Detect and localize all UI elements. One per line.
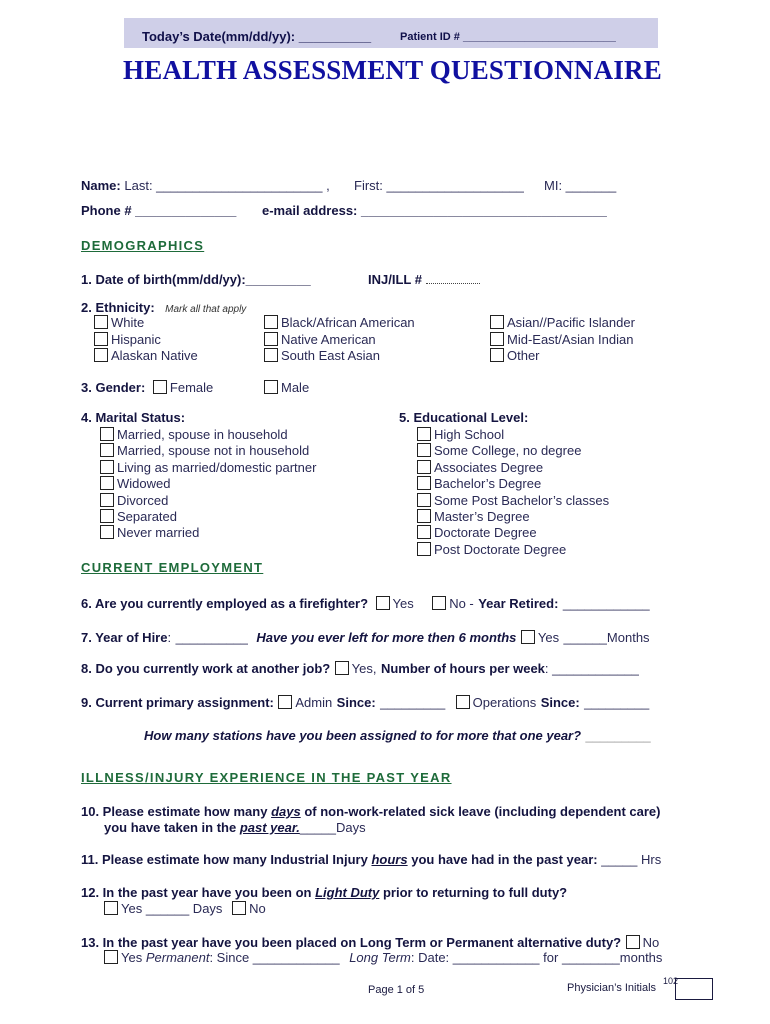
option-label: Mid-East/Asian Indian xyxy=(507,331,634,347)
q9-admin-label: Admin xyxy=(295,695,333,710)
q12-text: 12. In the past year have you been on xyxy=(81,885,312,900)
q6-row xyxy=(81,595,650,613)
q9-since-label: Since: xyxy=(336,695,376,710)
education-option[interactable] xyxy=(417,525,609,541)
q6-yes-checkbox[interactable] xyxy=(376,596,390,610)
q13-since-field[interactable]: : Since ____________ xyxy=(209,950,340,965)
q13-no-checkbox[interactable] xyxy=(626,935,640,949)
option-label: Hispanic xyxy=(111,331,161,347)
inj-ill-label: INJ/ILL # xyxy=(368,272,422,287)
q12-options xyxy=(104,901,266,916)
q10-text-3: you have taken in the xyxy=(104,820,237,835)
option-label: Some Post Bachelor’s classes xyxy=(434,492,610,508)
checkbox[interactable] xyxy=(490,332,504,346)
education-options xyxy=(417,427,609,558)
q8-hours-field[interactable]: : ____________ xyxy=(544,661,639,676)
q12-light-duty-emphasis: Light Duty xyxy=(315,885,380,900)
stations-row xyxy=(144,727,651,745)
marital-option[interactable] xyxy=(100,476,316,492)
option-label: High School xyxy=(434,427,505,442)
q12-no-checkbox[interactable] xyxy=(232,901,246,915)
q13-text: 13. In the past year have you been placed on Long Term or Permanent alternative duty? xyxy=(81,935,622,950)
q11-text-2: you have had in the past year: xyxy=(411,852,598,867)
section-illness-injury: ILLNESS/INJURY EXPERIENCE IN THE PAST YEAR xyxy=(81,770,452,785)
checkbox[interactable] xyxy=(94,332,108,346)
q8-yes-label: Yes, xyxy=(351,661,377,676)
q9-operations-since-field[interactable]: _________ xyxy=(584,695,650,710)
q6-no-checkbox[interactable] xyxy=(432,596,446,610)
q13-long-term-label: Long Term xyxy=(349,950,411,965)
education-option[interactable] xyxy=(417,493,609,509)
q10-days-emphasis: days xyxy=(271,804,301,819)
checkbox[interactable] xyxy=(417,509,431,523)
q9-label: 9. Current primary assignment: xyxy=(81,695,274,710)
email-field[interactable]: e-mail address: __________________________________ xyxy=(262,203,607,218)
q10-text: 10. Please estimate how many xyxy=(81,804,268,819)
q9-since-label-2: Since: xyxy=(540,695,580,710)
q12-row xyxy=(81,885,567,900)
checkbox[interactable] xyxy=(490,348,504,362)
checkbox[interactable] xyxy=(100,493,114,507)
ethnicity-col-1 xyxy=(94,315,198,365)
checkbox[interactable] xyxy=(264,315,278,329)
checkbox[interactable] xyxy=(100,525,114,539)
q12-text-2: prior to returning to full duty? xyxy=(382,885,568,900)
q9-row xyxy=(81,694,649,712)
marital-option[interactable] xyxy=(100,427,316,443)
patient-id-field[interactable]: Patient ID # _________________________ xyxy=(400,31,616,43)
option-label: Widowed xyxy=(117,476,171,492)
checkbox[interactable] xyxy=(100,509,114,523)
checkbox[interactable] xyxy=(417,460,431,474)
checkbox[interactable] xyxy=(417,443,431,457)
option-label: Separated xyxy=(117,509,177,525)
q11-row xyxy=(81,852,661,867)
option-label: Married, spouse not in household xyxy=(117,443,310,459)
q6-year-retired-field[interactable]: ____________ xyxy=(562,596,650,611)
ethnicity-option[interactable] xyxy=(490,348,635,365)
checkbox[interactable] xyxy=(94,348,108,362)
checkbox[interactable] xyxy=(264,348,278,362)
q8-hours-label: Number of hours per week xyxy=(380,661,545,676)
gender-question xyxy=(81,380,213,395)
checkbox[interactable] xyxy=(264,332,278,346)
checkbox[interactable] xyxy=(417,476,431,490)
marital-option[interactable] xyxy=(100,460,316,476)
q8-label: 8. Do you currently work at another job? xyxy=(81,661,331,676)
page-number: Page 1 of 5 xyxy=(368,984,425,996)
marital-status-label: 4. Marital Status: xyxy=(81,410,186,425)
mi-field[interactable]: MI: _______ xyxy=(544,178,617,193)
q9-admin-since-field[interactable]: _________ xyxy=(380,695,446,710)
q6-no-label: No - xyxy=(449,596,474,611)
checkbox[interactable] xyxy=(417,427,431,441)
option-label: Bachelor’s Degree xyxy=(434,476,542,492)
header-bar xyxy=(124,18,658,48)
checkbox-male[interactable] xyxy=(264,380,278,394)
q10-days-field[interactable]: _____Days xyxy=(299,820,366,835)
ethnicity-option[interactable] xyxy=(94,315,198,332)
option-label: Alaskan Native xyxy=(111,348,198,363)
checkbox[interactable] xyxy=(417,525,431,539)
marital-options xyxy=(100,427,316,542)
q10-line-1 xyxy=(81,804,660,819)
education-option[interactable] xyxy=(417,427,609,443)
checkbox-female[interactable] xyxy=(153,380,167,394)
q11-hours-emphasis: hours xyxy=(371,852,408,867)
marital-option[interactable] xyxy=(100,509,316,525)
checkbox[interactable] xyxy=(94,315,108,329)
ethnicity-option[interactable] xyxy=(264,348,415,365)
checkbox[interactable] xyxy=(100,476,114,490)
option-label: Married, spouse in household xyxy=(117,427,288,442)
q7-row xyxy=(81,629,650,647)
q8-yes-checkbox[interactable] xyxy=(335,661,349,675)
option-label: Native American xyxy=(281,331,376,347)
option-label: Male xyxy=(281,380,310,395)
q13-yes-checkbox[interactable] xyxy=(104,950,118,964)
q13-no-label: No xyxy=(642,935,660,950)
dob-field[interactable]: 1. Date of birth(mm/dd/yy):_________ xyxy=(81,272,311,287)
todays-date-field[interactable]: Today’s Date(mm/dd/yy): __________ xyxy=(142,29,372,44)
q7-months-label: Months xyxy=(606,630,650,645)
form-code: 102 xyxy=(663,976,679,986)
education-option[interactable] xyxy=(417,460,609,476)
checkbox[interactable] xyxy=(100,460,114,474)
q6-yes-label: Yes xyxy=(392,596,414,611)
q13-permanent-label: Permanent xyxy=(145,950,210,965)
q13-options xyxy=(104,950,662,965)
option-label: Female xyxy=(169,380,214,395)
q7-year-field[interactable]: __________ xyxy=(175,630,248,645)
last-name-field[interactable]: Last: _______________________ , xyxy=(124,178,330,193)
q7-months-field[interactable]: ______ xyxy=(563,630,607,645)
q13-yes-label: Yes xyxy=(121,950,143,965)
marital-option[interactable] xyxy=(100,493,316,509)
q7-yes-label: Yes xyxy=(537,630,560,645)
q9-operations-label: Operations xyxy=(472,695,537,710)
ethnicity-hint: Mark all that apply xyxy=(165,304,247,315)
q8-row xyxy=(81,660,639,678)
marital-option[interactable] xyxy=(100,525,316,541)
gender-male-option[interactable] xyxy=(264,380,309,395)
q13-date-field[interactable]: : Date: ____________ xyxy=(410,950,540,965)
q6-year-retired-label: Year Retired: xyxy=(478,596,559,611)
ethnicity-col-2 xyxy=(264,315,415,365)
stations-field[interactable]: _________ xyxy=(585,728,651,743)
ethnicity-option[interactable] xyxy=(490,332,635,349)
q7-colon: : xyxy=(167,630,172,645)
q9-operations-checkbox[interactable] xyxy=(456,695,470,709)
name-row xyxy=(81,178,330,193)
q6-label: 6. Are you currently employed as a firefighter? xyxy=(81,596,369,611)
option-label: Black/African American xyxy=(281,315,415,330)
checkbox[interactable] xyxy=(100,443,114,457)
ethnicity-col-3 xyxy=(490,315,635,365)
option-label: Never married xyxy=(117,525,200,541)
ethnicity-option[interactable] xyxy=(490,315,635,332)
education-option[interactable] xyxy=(417,509,609,525)
option-label: Some College, no degree xyxy=(434,443,582,459)
checkbox[interactable] xyxy=(490,315,504,329)
ethnicity-option[interactable] xyxy=(264,315,415,332)
stations-label: How many stations have you been assigned to for more that one year? xyxy=(144,728,582,743)
option-label: Post Doctorate Degree xyxy=(434,541,567,557)
option-label: Associates Degree xyxy=(434,459,544,475)
ethnicity-option[interactable] xyxy=(264,332,415,349)
q10-past-year-emphasis: past year. xyxy=(239,820,300,835)
q12-yes-label: Yes ______ Days xyxy=(121,901,223,916)
education-option[interactable] xyxy=(417,443,609,459)
ethnicity-label: 2. Ethnicity: xyxy=(81,300,155,315)
marital-option[interactable] xyxy=(100,443,316,459)
checkbox[interactable] xyxy=(417,493,431,507)
section-demographics: DEMOGRAPHICS xyxy=(81,238,205,253)
name-label: Name: xyxy=(81,178,121,193)
inj-ill-blank[interactable] xyxy=(426,272,480,284)
q11-hours-field[interactable]: _____ Hrs xyxy=(601,852,662,867)
inj-ill-field[interactable] xyxy=(368,272,480,287)
option-label: White xyxy=(111,315,145,330)
section-current-employment: CURRENT EMPLOYMENT xyxy=(81,560,264,575)
q12-no-label: No xyxy=(249,901,266,916)
q11-text: 11. Please estimate how many Industrial Injury xyxy=(81,852,368,867)
ethnicity-option[interactable] xyxy=(94,348,198,365)
option-label: South East Asian xyxy=(281,348,381,363)
option-label: Asian//Pacific Islander xyxy=(507,315,635,330)
physicians-initials-label: Physician’s Initials xyxy=(567,982,657,994)
q13-months-field[interactable]: for ________months xyxy=(543,950,663,965)
checkbox[interactable] xyxy=(417,542,431,556)
ethnicity-option[interactable] xyxy=(94,332,198,349)
education-label: 5. Educational Level: xyxy=(399,410,529,425)
education-option[interactable] xyxy=(417,476,609,492)
q10-line-2 xyxy=(104,820,366,835)
checkbox[interactable] xyxy=(100,427,114,441)
q7-label: 7. Year of Hire xyxy=(81,630,168,645)
q7-left-label: Have you ever left for more then 6 months xyxy=(256,630,517,645)
option-label: Master’s Degree xyxy=(434,509,530,525)
option-label: Other xyxy=(507,348,540,363)
q12-yes-checkbox[interactable] xyxy=(104,901,118,915)
page-title: HEALTH ASSESSMENT QUESTIONNAIRE xyxy=(123,55,662,85)
phone-field[interactable]: Phone # ______________ xyxy=(81,203,237,218)
q10-text-2: of non-work-related sick leave (including dependent care) xyxy=(304,804,661,819)
q9-admin-checkbox[interactable] xyxy=(278,695,292,709)
q7-yes-checkbox[interactable] xyxy=(521,630,535,644)
physicians-initials-box[interactable] xyxy=(675,978,713,1000)
education-option[interactable] xyxy=(417,542,609,558)
option-label: Divorced xyxy=(117,492,169,508)
first-name-field[interactable]: First: ___________________ xyxy=(354,178,524,193)
option-label: Living as married/domestic partner xyxy=(117,459,317,475)
gender-label: 3. Gender: xyxy=(81,380,146,395)
option-label: Doctorate Degree xyxy=(434,525,537,541)
